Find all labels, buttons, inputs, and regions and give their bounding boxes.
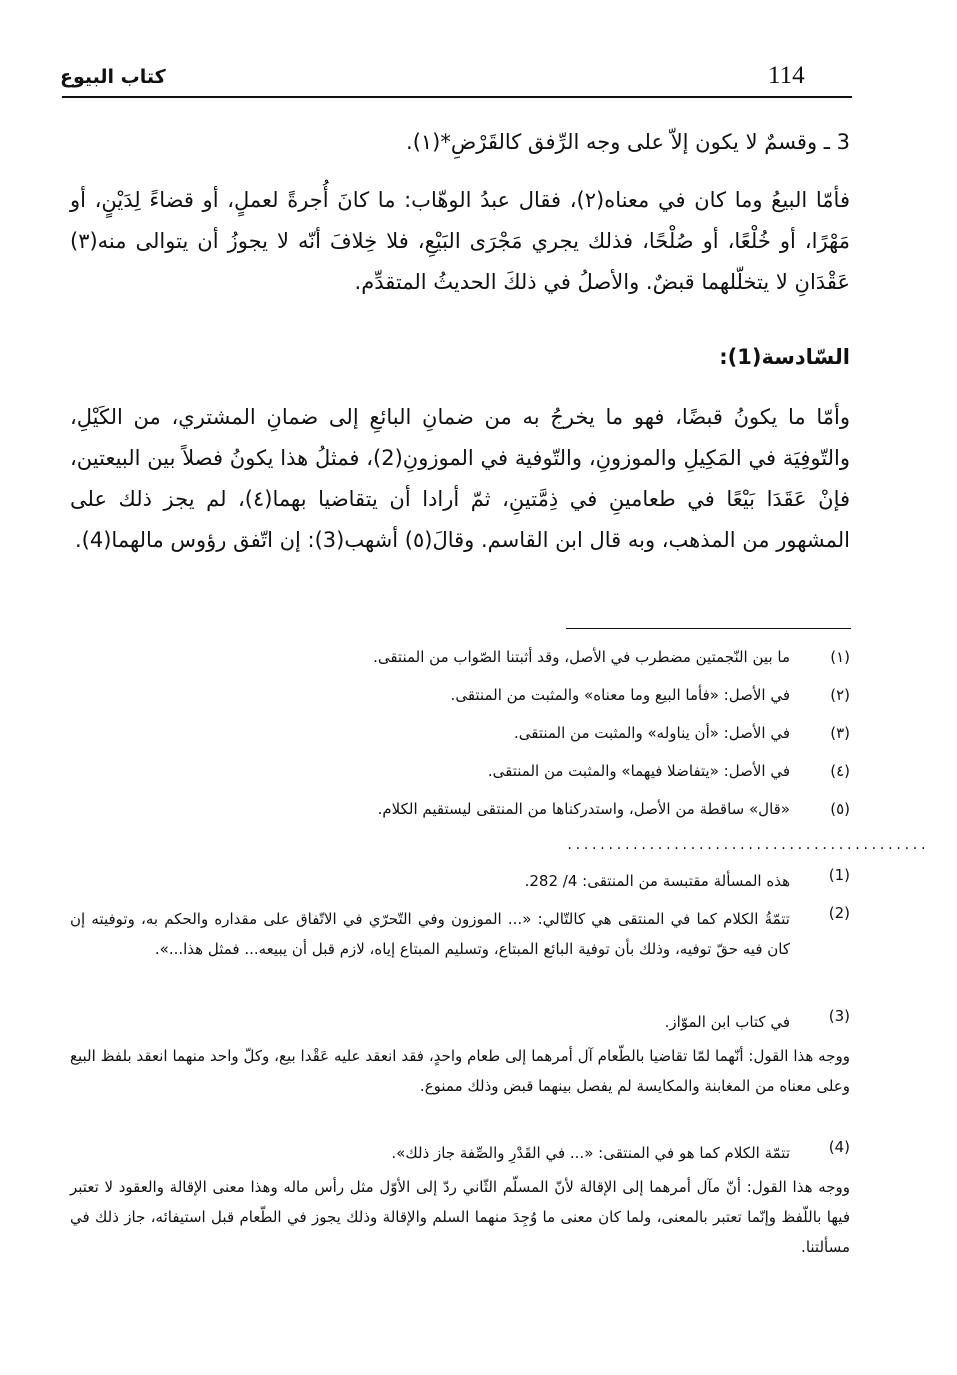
footnote-separator-dots: ............................................: [566, 838, 928, 852]
footnote-text: تتمّةُ الكلام كما في المنتقى هي كالتّالي: «... الموزون وفي التّحرّي في الاتّفاق على مقداره والحكم به، وتوفيته إن كان فيه حقّ توفيه، وذلك بأن توفية البائع المبتاع، وتسليم المبتاع إياه، لازم قبل أن يبيعه... فمثل هذا...».: [70, 910, 790, 958]
footnote-a-3: [70, 724, 850, 742]
footnote-number: (٥): [830, 800, 850, 818]
footnote-text: في الأصل: «أن يناوله» والمثبت من المنتقى.: [513, 724, 790, 742]
footnote-a-2: [70, 686, 850, 704]
footnote-number: (٣): [830, 724, 850, 742]
paragraph-qabd: وأمّا ما يكونُ قبضًا، فهو ما يخرجُ به من ضمانِ البائعِ إلى ضمانِ المشتري، من الكَيْلِ، والتّوفِيَة في المَكِيلِ والموزونِ، والتّوفية في الموزونِ(2)، فمثلُ هذا يكونُ فصلاً بين البيعتين، فإنْ عَقَدَا بَيْعًا في طعامينِ في ذِمَّتينِ، ثمّ أرادا أن يتقاضيا بهما(٤)، لم يجز ذلك على المشهور من المذهب، وبه قال ابن القاسم. وقالَ(٥) أشهب(3): إن اتّفق رؤوس مالهما(4).: [70, 405, 851, 552]
footnote-number: (2): [828, 904, 850, 922]
footnote-text: ما بين النّجمتين مضطرب في الأصل، وقد أثبتنا الصّواب من المنتقى.: [373, 648, 790, 666]
footnote-number: (١): [830, 648, 850, 666]
footnote-text: في الأصل: «يتفاضلا فيهما» والمثبت من المنتقى.: [487, 762, 790, 780]
footnote-b-3: [70, 1007, 850, 1037]
page-number: 114: [768, 62, 805, 89]
footnote-number: (٢): [830, 686, 850, 704]
footnote-text: «قال» ساقطة من الأصل، واستدركناها من المنتقى ليستقيم الكلام.: [377, 800, 790, 818]
footnote-b-4: [70, 1138, 850, 1168]
footnote-text: في الأصل: «فأما البيع وما معناه» والمثبت من المنتقى.: [450, 686, 790, 704]
footnote-number: (1): [828, 866, 850, 884]
footnote-number: (4): [828, 1138, 850, 1156]
footnote-a-5: [70, 800, 850, 818]
footnote-b-2: [70, 904, 850, 964]
paragraph-bay: فأمّا البيعُ وما كان في معناه(٢)، فقال عبدُ الوهّاب: ما كانَ أُجرةً لعملٍ، أو قضاءً لِدَيْنٍ، أو مَهْرًا، أو خُلْعًا، أو صُلْحًا، فذلك يجري مَجْرَى البَيْعِ، فلا خِلافَ أنّه لا يجوزُ أن يتوالى منه(٣) عَقْدَانِ لا يتخلّلهما قبضٌ. والأصلُ في ذلكَ الحديثُ المتقدِّم.: [70, 188, 850, 294]
footnote-text: في كتاب ابن الموّاز.: [664, 1013, 790, 1031]
footnote-b-1: [70, 866, 850, 896]
running-title: كتاب البيوع: [60, 66, 166, 88]
footnote-number: (٤): [830, 762, 850, 780]
footnote-b-4-continuation: ووجه هذا القول: أنّ مآل أمرهما إلى الإقالة لأنّ المسلّم الثّاني ردّ إلى الأوّل مثل رأس ماله وهذا معنى الإقالة والعقود لا تعتبر فيها باللّفظ وإنّما تعتبر بالمعنى، ولما كان معنى ما وُجِدَ منهما السلم والإقالة وذلك يجوز في الطّعام قبل استيفائه، جاز ذلك في مسألتنا.: [70, 1178, 850, 1256]
footnote-text: تتمّة الكلام كما هو في المنتقى: «... في القَدْرِ والصِّفة جاز ذلك».: [391, 1144, 790, 1162]
footnote-a-4: [70, 762, 850, 780]
footnote-a-1: [70, 648, 850, 666]
footnote-separator-rule: [566, 628, 851, 629]
footnote-number: (3): [828, 1007, 850, 1025]
footnote-b-3-continuation: ووجه هذا القول: أنّهما لمّا تقاضيا بالطّعام آل أمرهما إلى طعام واحدٍ، فقد انعقد عليه عَقْدا بيع، وكلّ واحد منهما انعقد بلفظ البيع وعلى معناه من المغابنة والمكايسة لم يفصل بينهما قبض وذلك ممنوع.: [70, 1047, 850, 1095]
section-heading-sadisa: السّادسة(1):: [719, 345, 850, 369]
item-3-text: 3 ـ وقسمٌ لا يكون إلاّ على وجه الرِّفق كالقَرْضِ*(١).: [406, 130, 850, 154]
footnote-text: هذه المسألة مقتبسة من المنتقى: 4/ 282.: [524, 872, 790, 890]
